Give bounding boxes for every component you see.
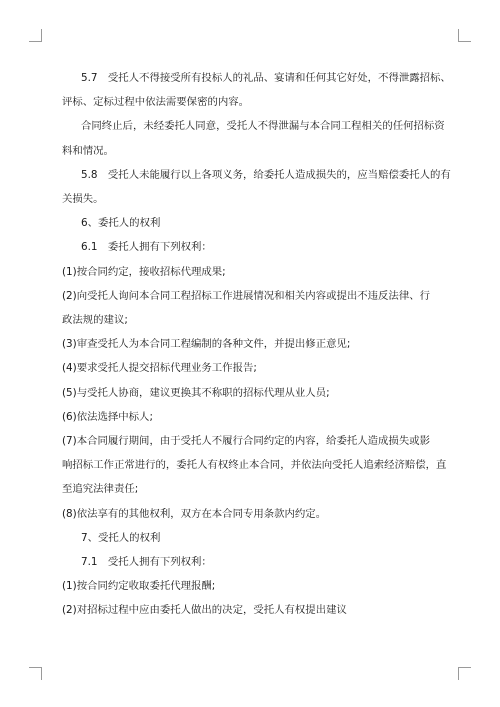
- text-line: 料和情况。: [62, 144, 114, 157]
- section-heading-6: 6、委托人的权利: [81, 217, 161, 230]
- list-item-2: (2)对招标过程中应由委托人做出的决定，受托人有权提出建议: [62, 604, 347, 617]
- text-line: 关损失。: [62, 193, 104, 206]
- text-line: 政法规的建议;: [62, 314, 128, 327]
- text-line: 评标、定标过程中依法需要保密的内容。: [62, 96, 250, 109]
- list-item-7: (7)本合同履行期间，由于受托人不履行合同约定的内容，给委托人造成损失或影: [62, 435, 430, 448]
- document-body: [62, 66, 451, 623]
- list-item-1: (1)按合同约定收取委托代理报酬;: [62, 580, 216, 593]
- list-item-1: (1)按合同约定，接收招标代理成果;: [62, 265, 226, 278]
- text-line: 响招标工作正常进行的，委托人有权终止本合同，并依法向受托人追索经济赔偿，直: [62, 459, 447, 472]
- section-heading-7: 7、受托人的权利: [81, 531, 161, 544]
- text-line-5-8: 5.8 受托人未能履行以上各项义务，给委托人造成损失的，应当赔偿委托人的有: [81, 168, 451, 181]
- list-item-5: (5)与受托人协商，建议更换其不称职的招标代理从业人员;: [62, 386, 330, 399]
- text-line-6-1: 6.1 委托人拥有下列权利：: [81, 241, 212, 254]
- text-line: 合同终止后，未经委托人同意，受托人不得泄漏与本合同工程相关的任何招标资: [81, 120, 445, 133]
- list-item-6: (6)依法选择中标人;: [62, 410, 153, 423]
- text-line: 至追究法律责任;: [62, 483, 139, 496]
- crop-mark-bottom-right: [458, 667, 471, 680]
- crop-mark-bottom-left: [29, 667, 42, 680]
- crop-mark-top-left: [29, 29, 42, 42]
- text-line-5-7: 5.7 受托人不得接受所有投标人的礼品、宴请和任何其它好处，不得泄露招标、: [81, 72, 451, 84]
- list-item-3: (3)审查受托人为本合同工程编制的各种文件，并提出修正意见;: [62, 338, 351, 351]
- list-item-4: (4)要求受托人提交招标代理业务工作报告;: [62, 362, 257, 375]
- text-line-7-1: 7.1 受托人拥有下列权利：: [81, 556, 212, 569]
- list-item-8: (8)依法享有的其他权利，双方在本合同专用条款内约定。: [62, 507, 327, 520]
- list-item-2: (2)向受托人询问本合同工程招标工作进展情况和相关内容或提出不违反法律、行: [62, 289, 430, 302]
- crop-mark-top-right: [458, 29, 471, 42]
